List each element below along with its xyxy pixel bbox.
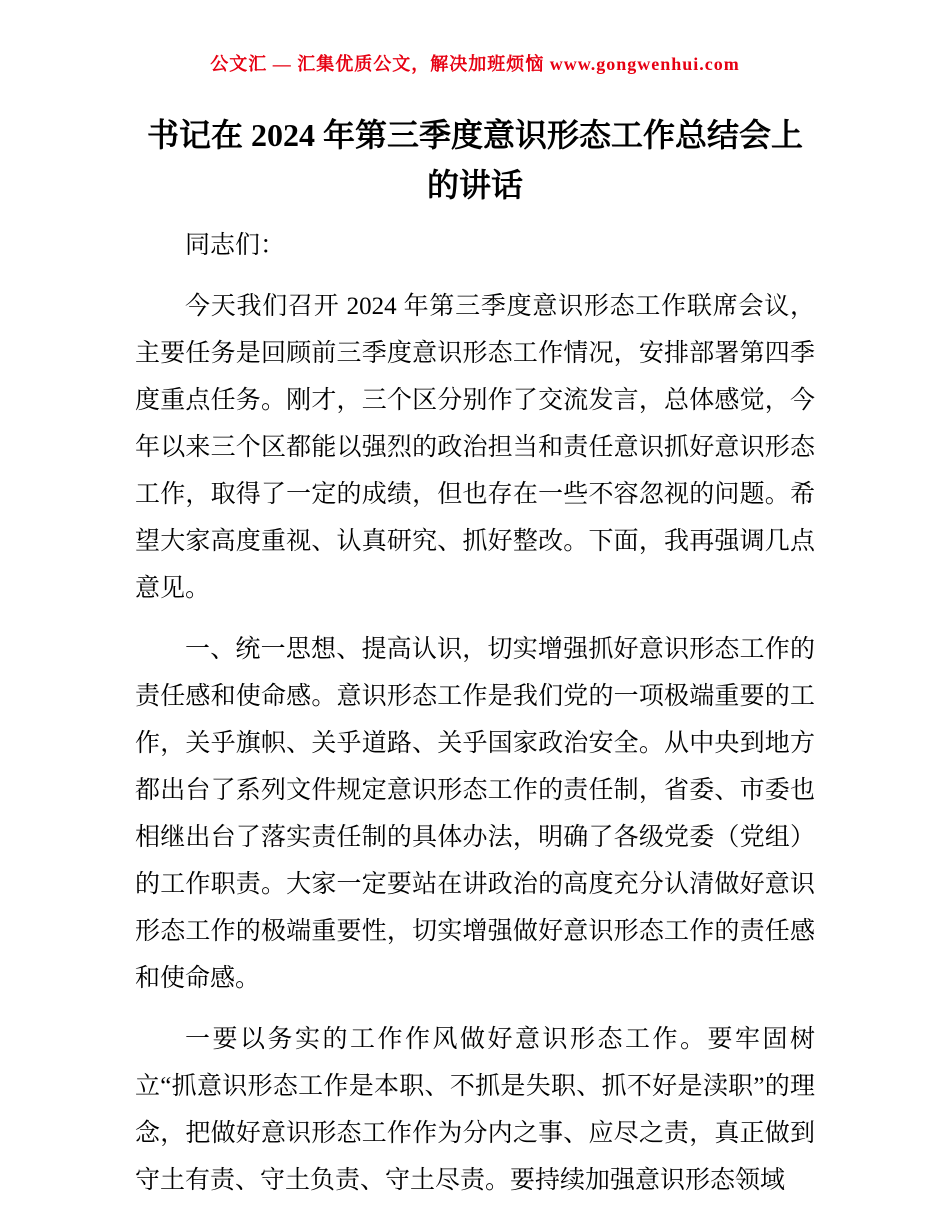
document-title: 书记在 2024 年第三季度意识形态工作总结会上的讲话	[146, 117, 803, 203]
site-watermark-banner: 公文汇 — 汇集优质公文，解决加班烦恼 www.gongwenhui.com	[210, 54, 740, 74]
paragraph: 同志们：	[185, 232, 286, 259]
paragraph: 今天我们召开 2024 年第三季度意识形态工作联席会议，主要任务是回顾前三季度意识形态工作情况，安排部署第四季度重点任务。刚才，三个区分别作了交流发言，总体感觉，今年以来三个区都能以强烈的政治担当和责任意识抓好意识形态工作，取得了一定的成绩，但也存在一些不容忽视的问题。希望大家高度重视、认真研究、抓好整改。下面，我再强调几点意见。	[135, 293, 815, 602]
paragraph: 一要以务实的工作作风做好意识形态工作。要牢固树立“抓意识形态工作是本职、不抓是失职、抓不好是渎职”的理念，把做好意识形态工作作为分内之事、应尽之责，真正做到守土有责、守土负责、守土尽责。要持续加强意识形态领域	[135, 1026, 815, 1194]
paragraph: 一、统一思想、提高认识，切实增强抓好意识形态工作的责任感和使命感。意识形态工作是我们党的一项极端重要的工作，关乎旗帜、关乎道路、关乎国家政治安全。从中央到地方都出台了系列文件规定意识形态工作的责任制，省委、市委也相继出台了落实责任制的具体办法，明确了各级党委（党组）的工作职责。大家一定要站在讲政治的高度充分认清做好意识形态工作的极端重要性，切实增强做好意识形态工作的责任感和使命感。	[135, 636, 815, 992]
document-body	[135, 222, 815, 1204]
